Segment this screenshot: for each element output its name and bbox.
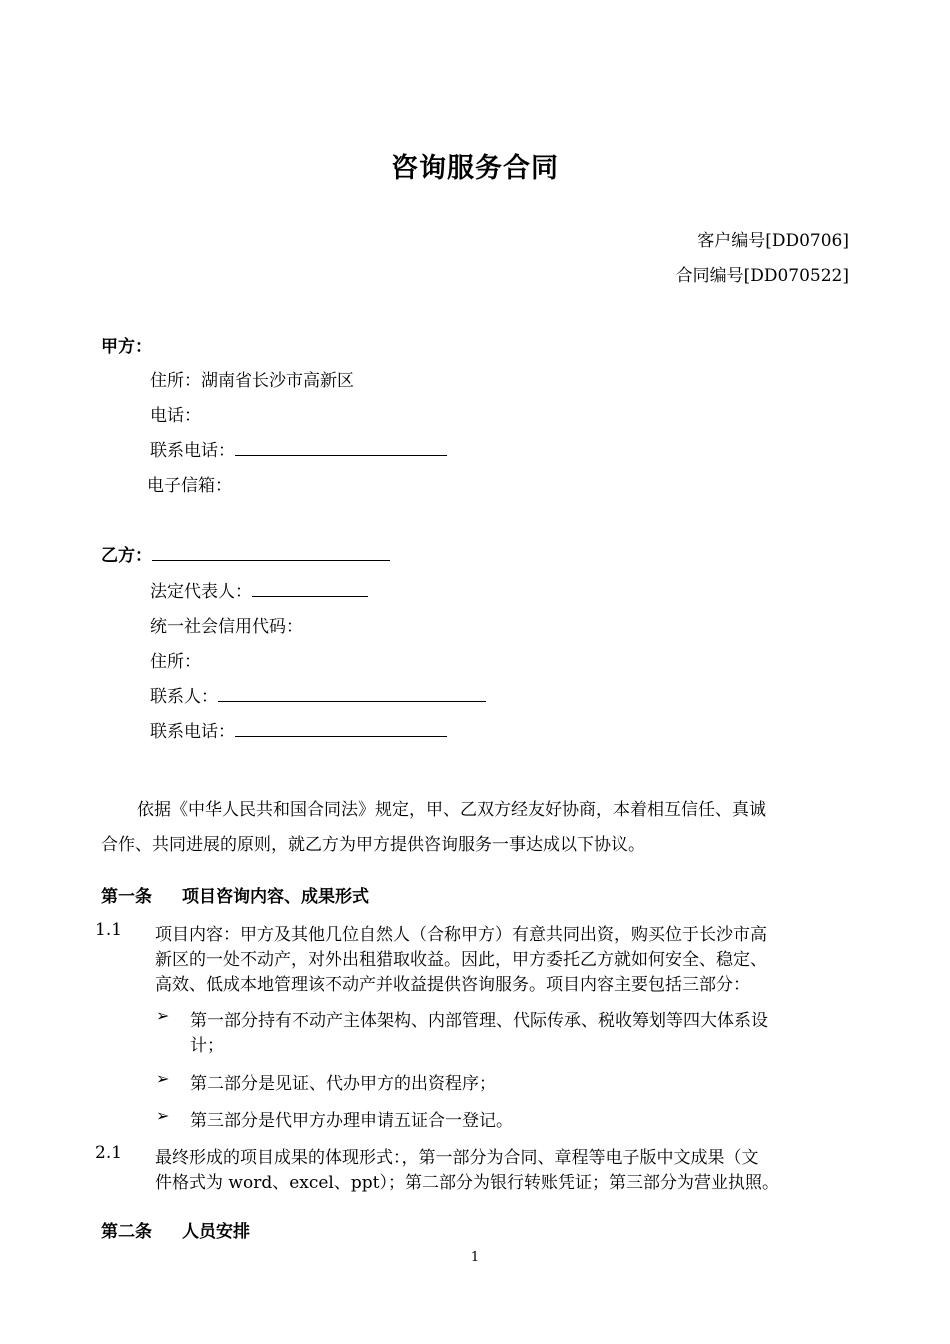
article-1-title: 项目咨询内容、成果形式 bbox=[182, 887, 369, 907]
article-2-title: 人员安排 bbox=[182, 1222, 250, 1242]
article-2-heading bbox=[101, 1217, 250, 1242]
party-b-credit-code: 统一社会信用代码： bbox=[150, 617, 303, 637]
customer-number: 客户编号[DD0706] bbox=[697, 231, 849, 251]
article-2-number: 第二条 bbox=[101, 1222, 152, 1242]
party-b-contact bbox=[150, 682, 486, 707]
contract-number: 合同编号[DD070522] bbox=[675, 266, 849, 286]
party-b-contact-phone-label: 联系电话： bbox=[150, 722, 235, 742]
party-b-legal-rep-label: 法定代表人： bbox=[150, 582, 252, 602]
party-b-heading bbox=[101, 541, 390, 566]
party-b-contact-blank bbox=[218, 684, 486, 702]
party-b-address: 住所： bbox=[150, 652, 201, 672]
item-1-1-line-1: 项目内容：甲方及其他几位自然人（合称甲方）有意共同出资，购买位于长沙市高 bbox=[155, 925, 767, 945]
item-2-1-line-2: 件格式为 word、excel、ppt）；第二部分为银行转账凭证；第三部分为营业执照。 bbox=[155, 1173, 779, 1193]
party-b-contact-phone bbox=[150, 717, 447, 742]
page-number: 1 bbox=[470, 1250, 480, 1265]
party-b-name-blank bbox=[152, 543, 390, 561]
item-1-1-line-3: 高效、低成本地管理该不动产并收益提供咨询服务。项目内容主要包括三部分： bbox=[155, 975, 750, 995]
item-1-1-line-2: 新区的一处不动产，对外出租猎取收益。因此，甲方委托乙方就如何安全、稳定、 bbox=[155, 950, 767, 970]
party-b-contact-phone-blank bbox=[235, 719, 447, 737]
party-b-legal-rep bbox=[150, 577, 368, 602]
party-b-contact-label: 联系人： bbox=[150, 687, 218, 707]
item-2-1-line-1: 最终形成的项目成果的体现形式：，第一部分为合同、章程等电子版中文成果（文 bbox=[155, 1148, 759, 1168]
item-1-1-number: 1.1 bbox=[95, 920, 123, 940]
item-2-1-number: 2.1 bbox=[95, 1143, 123, 1163]
bullet-arrow-icon: ➢ bbox=[156, 1006, 170, 1025]
party-a-contact-phone bbox=[150, 436, 447, 461]
party-a-phone: 电话： bbox=[150, 406, 201, 426]
document-title: 咨询服务合同 bbox=[391, 153, 559, 184]
article-1-number: 第一条 bbox=[101, 887, 152, 907]
party-a-contact-phone-blank bbox=[235, 438, 447, 456]
bullet-1-line-2: 计； bbox=[190, 1036, 224, 1056]
bullet-arrow-icon: ➢ bbox=[156, 1069, 170, 1088]
intro-line-2: 合作、共同进展的原则，就乙方为甲方提供咨询服务一事达成以下协议。 bbox=[101, 835, 645, 855]
article-1-heading bbox=[101, 882, 369, 907]
bullet-2-line-1: 第二部分是见证、代办甲方的出资程序； bbox=[190, 1074, 496, 1094]
bullet-arrow-icon: ➢ bbox=[156, 1106, 170, 1125]
party-a-email: 电子信箱： bbox=[147, 476, 232, 496]
party-b-heading-label: 乙方： bbox=[101, 546, 152, 566]
intro-line-1: 依据《中华人民共和国合同法》规定，甲、乙双方经友好协商，本着相互信任、真诚 bbox=[137, 800, 766, 820]
party-a-address: 住所：湖南省长沙市高新区 bbox=[150, 371, 354, 391]
party-b-legal-rep-blank bbox=[252, 579, 368, 597]
party-a-heading: 甲方： bbox=[101, 337, 152, 357]
party-a-contact-phone-label: 联系电话： bbox=[150, 441, 235, 461]
bullet-1-line-1: 第一部分持有不动产主体架构、内部管理、代际传承、税收筹划等四大体系设 bbox=[190, 1011, 768, 1031]
bullet-3-line-1: 第三部分是代甲方办理申请五证合一登记。 bbox=[190, 1111, 513, 1131]
